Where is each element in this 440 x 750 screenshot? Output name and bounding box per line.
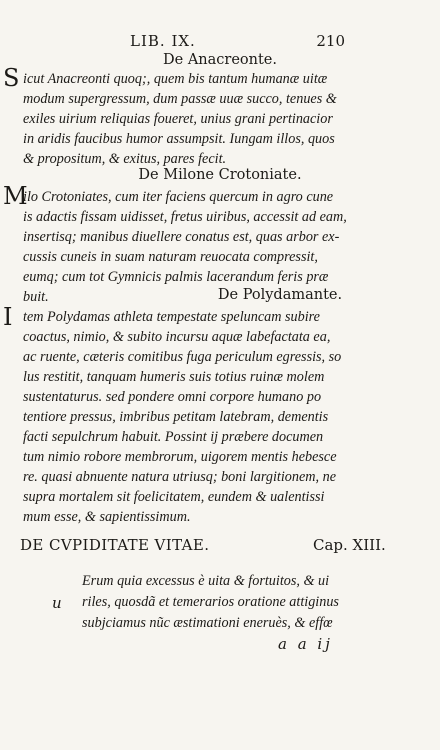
text-line: & propositum, & exitus, pares fecit. bbox=[23, 151, 227, 167]
text-line: insertisq; manibus diuellere conatus est, quas arbor ex- bbox=[23, 229, 340, 245]
text-line: icut Anacreonti quoq;, quem bis tantum humanæ uitæ bbox=[23, 71, 328, 87]
chapter-title: DE CVPIDITATE VITAE. bbox=[20, 536, 210, 554]
section-heading: De Milone Crotoniate. bbox=[138, 167, 302, 183]
text-line: ilo Crotoniates, cum iter faciens quercum in agro cune bbox=[23, 189, 334, 205]
chapter-number: Cap. XIII. bbox=[313, 536, 386, 554]
text-line: Erum quia excessus è uita & fortuitos, & ui bbox=[82, 573, 330, 589]
text-line: subjciamus nũc æstimationi eneruès, & effœ bbox=[82, 615, 333, 631]
text-line: exiles uirium reliquias foueret, unius grani pertinacior bbox=[23, 111, 333, 127]
text-line: tentiore pressus, imbribus petitam latebram, dementis bbox=[23, 409, 329, 425]
text-line: eumq; cum tot Gymnicis palmis lacerandum feris præ bbox=[23, 269, 329, 285]
page-number: 210 bbox=[316, 32, 345, 50]
text-line: facti sepulchrum habuit. Possint ij præbere documen bbox=[23, 429, 324, 445]
section-heading: De Anacreonte. bbox=[163, 52, 277, 68]
running-header bbox=[130, 32, 345, 50]
text-line: ac ruente, cæteris comitibus fuga periculum egressis, so bbox=[23, 349, 342, 365]
text-line: coactus, nimio, & subito incursu aquæ labefactata ea, bbox=[23, 329, 331, 345]
text-line: lus restitit, tanquam humeris suis totius ruinæ molem bbox=[23, 369, 325, 385]
text-line: tum nimio robore membrorum, uigorem mentis hebesce bbox=[23, 449, 337, 465]
text-line: modum supergressum, dum passæ uuæ succo, tenues & bbox=[23, 91, 337, 107]
text-line: re. quasi abnuente natura utriusq; boni largitionem, ne bbox=[23, 469, 337, 485]
text-line: is adactis fissam uidisset, fretus uiribus, accessit ad eam, bbox=[23, 209, 347, 225]
text-line: in aridis faucibus humor assumpsit. Iungam illos, quos bbox=[23, 131, 335, 147]
text-line: riles, quosdã et temerarios oratione attiginus bbox=[82, 594, 339, 610]
text-line: mum esse, & sapientissimum. bbox=[23, 509, 191, 525]
text-line: tem Polydamas athleta tempestate speluncam subire bbox=[23, 309, 320, 325]
initial-letter: M bbox=[3, 182, 28, 210]
section-heading: De Polydamante. bbox=[217, 287, 343, 303]
signature-mark: a a ij bbox=[278, 635, 333, 653]
text-line: sustentaturus. sed pondere omni corpore humano po bbox=[23, 389, 322, 405]
text-line: supra mortalem sit foelicitatem, eundem & ualentissi bbox=[23, 489, 325, 505]
running-head: LIB. IX. bbox=[130, 32, 196, 50]
initial-letter: I bbox=[3, 303, 13, 331]
marginal-note: u bbox=[52, 594, 62, 612]
initial-letter: S bbox=[3, 64, 20, 92]
text-line: cussis cuneis in suam naturam reuocata compressit, bbox=[23, 249, 318, 265]
text-line: buit. bbox=[23, 289, 49, 305]
